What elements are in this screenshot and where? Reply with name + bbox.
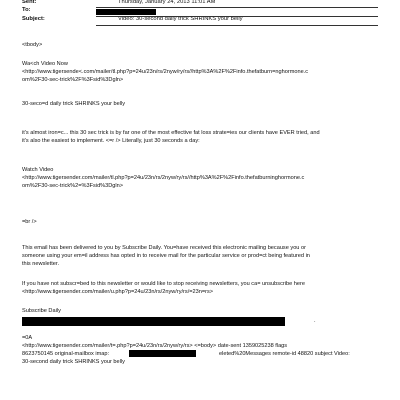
watch-video-link[interactable]: Watch Video (22, 167, 54, 173)
subject-row (22, 16, 400, 24)
tracking-url[interactable]: <http://www.tigersende<.com/mailer/tl.php?p=24u/23n/rs/2nyw/ry/rs//http%3A%2F%2Finfo.thefatburn=nghormone.c (22, 69, 309, 75)
delivery-notice: this newsletter. (22, 261, 59, 267)
to-row (22, 7, 400, 15)
tbody-text: <tbody> (22, 42, 43, 48)
redaction-bar (22, 317, 285, 326)
encoded-text: =0A (22, 335, 33, 341)
body-paragraph: it's almost iron=c... this 30 sec trick is by far one of the most effective fat loss strate=ies our clients have EVER tried, and (22, 130, 320, 136)
header-rule (96, 16, 378, 17)
sent-row (22, 0, 400, 7)
email-headline: 30-seco=d daily trick SHRINKS your belly (22, 101, 126, 107)
sent-value: Thursday, January 24, 2013 11:01 AM (118, 0, 216, 5)
body-paragraph: it's also the easiest to implement. <=r /> Literally, just 30 seconds a day: (22, 138, 200, 144)
metadata-line: eleted%20Messages remote-id 48820 subject Video: (219, 351, 350, 357)
subject-value: Video: 30-second daily trick SHRINKS your belly (118, 16, 243, 22)
subject-label: Subject: (22, 16, 45, 22)
unsubscribe-notice: If you have not subscr=bed to this newsletter or would like to stop receiving newsletters, you ca= unsubscribe here (22, 281, 305, 287)
unsubscribe-link[interactable]: <http://www.tigersender.com/mailer/u.php?p=24u/23n/rs/2nyw/ry/rs/=23n=rs> (22, 289, 214, 295)
header-rule (96, 7, 378, 8)
sent-label: Sent: (22, 0, 37, 5)
delivery-notice: someone using your em=il address has opted in to receive mail for the particular service or prod=ct being featured in (22, 253, 310, 259)
tracking-url[interactable]: om%2F30-sec-trick%2=%3Fsid%3Dgln> (22, 183, 124, 189)
metadata-line: 8623750145 original-mailbox imap: (22, 351, 110, 357)
delivery-notice: This email has been delivered to you by Subscribe Daily. You=have received this electronic mailing because you or (22, 245, 306, 251)
redaction-bar (96, 9, 156, 15)
redaction-bar (129, 350, 196, 357)
sender-name: Subscribe Daily (22, 308, 61, 314)
watch-video-now-link[interactable]: Wa<ch Video Now (22, 61, 68, 67)
tracking-url[interactable]: om%2F30-sec-trick%2F%3Fsid%3Dgln> (22, 77, 124, 83)
br-text: =br /> (22, 219, 37, 225)
dot-text: . (314, 318, 316, 324)
metadata-line: 30-second daily trick SHRINKS your belly (22, 359, 125, 365)
header-rule (96, 25, 378, 26)
to-label: To: (22, 7, 31, 13)
tracking-url[interactable]: <http://www.tigersender.com/mailer/tl.php?p=24u/23n/rs/2nyw/ry/rs//http%3A%2F%2Finfo.thefatburninghormone.c (22, 175, 305, 181)
metadata-line: <http://www.tigersender.com/mailer/t=.php?p=24u/23n/rs/2nyw/ry/rs> <=body> date-sent 1359025238 flags (22, 343, 288, 349)
